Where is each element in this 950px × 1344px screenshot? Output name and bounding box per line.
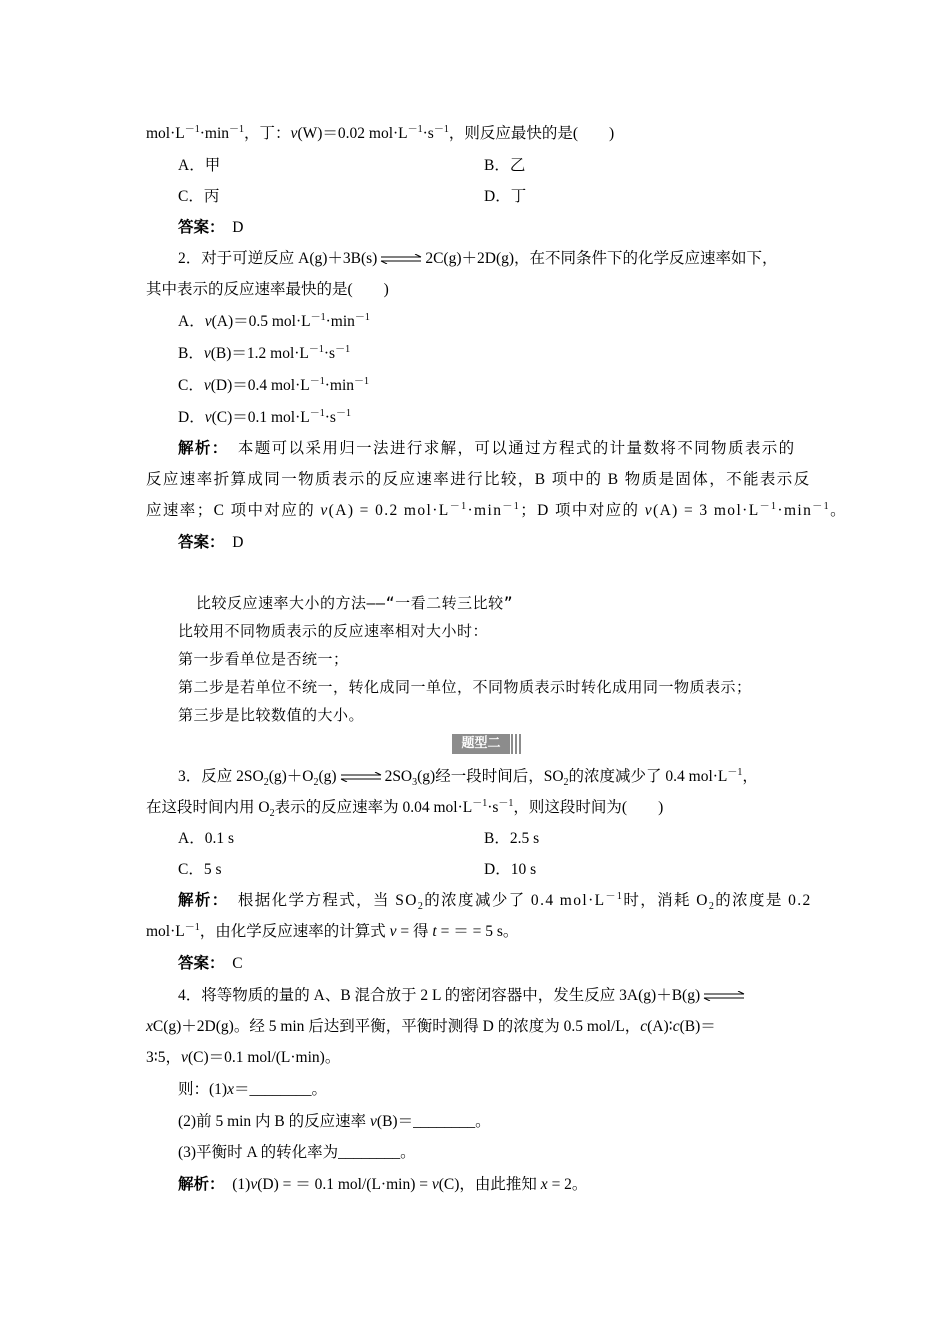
q3-stem-line2: 在这段时间内用 $O_2$表示的反应速率为 0.04 $mol\cdot L^{-1}\cdot s^{-1}$，则这段时间为( ) <box>146 797 664 820</box>
method-note-title: 比较反应速率大小的方法——“一看二转三比较” <box>196 594 514 612</box>
q2-stem-line2: 其中表示的反应速率最快的是( ) <box>146 281 389 298</box>
reversible-arrow-icon <box>339 772 383 782</box>
q2-option-b: B．v(B)＝1.2 $mol\cdot L^{-1}\cdot s^{-1}$ <box>178 343 351 362</box>
q3-option-c: C．5 s <box>178 861 222 878</box>
q3-analysis-line2: $mol\cdot L^{-1}$，由化学反应速率的计算式 v = 得 t = ＝ = 5 s。 <box>146 921 519 940</box>
section-tag: 题型二 <box>452 734 510 754</box>
q2-analysis-line3: 应速率；C 项中对应的 v(A) = 0.2 $mol\cdot L^{-1}\cdot\min^{-1}$；D 项中对应的 v(A) = 3 $mol\cdot L^{-1}\cdot\min^{-1}$。 <box>146 500 847 519</box>
q2-analysis-line1: 解析： 本题可以采用归一法进行求解，可以通过方程式的计量数将不同物质表示的 <box>178 440 796 457</box>
q4-part1: 则：(1)x＝________。 <box>178 1081 327 1098</box>
q2-analysis-line2: 反应速率折算成同一物质表示的反应速率进行比较，B 项中的 B 物质是固体，不能表示反 <box>146 471 811 488</box>
q4-part3: (3)平衡时 A 的转化率为________。 <box>178 1144 416 1161</box>
q1-option-b: B．乙 <box>484 157 526 174</box>
q2-stem-line1: 2．对于可逆反应 A(g)＋3B(s) 2C(g)＋2D(g)，在不同条件下的化学反应速率如下， <box>178 250 778 267</box>
q1-option-a: A．甲 <box>178 157 221 174</box>
q3-option-d: D．10 s <box>484 861 537 878</box>
q1-option-d: D．丁 <box>484 188 527 205</box>
q4-stem-line1: 4．将等物质的量的 A、B 混合放于 2 L 的密闭容器中，发生反应 3A(g)＋B(g) <box>178 986 748 1006</box>
section-tag-stripes <box>511 734 523 754</box>
method-note-line4: 第三步是比较数值的大小。 <box>178 706 365 724</box>
method-note-line1: 比较用不同物质表示的反应速率相对大小时： <box>178 622 489 640</box>
q2-option-d: D．v(C)＝0.1 $mol\cdot L^{-1}\cdot s^{-1}$ <box>178 407 351 426</box>
q3-analysis-line1: 解析： 根据化学方程式，当 $SO_2$的浓度减少了 0.4 $mol\cdot L^{-1}$时，消耗 $O_2$的浓度是 0.2 <box>178 890 812 913</box>
q3-answer: 答案： C <box>178 955 243 972</box>
q1-answer: 答案： D <box>178 219 244 236</box>
q3-option-b: B．2.5 s <box>484 830 540 847</box>
q2-answer: 答案： D <box>178 534 244 551</box>
q4-analysis-line1: 解析： (1)v(D) = ＝ 0.1 mol/(L·min) = v(C)，由此推知 x = 2。 <box>178 1176 588 1193</box>
method-note-line2: 第一步看单位是否统一； <box>178 650 349 668</box>
q1-option-c: C．丙 <box>178 188 220 205</box>
q3-stem-line1: 3．反应 $2SO_2(g)+O_2(g)$ $2SO_3(g)$经一段时间后，$SO_2$的浓度减少了 0.4 $mol\cdot L^{-1}$， <box>178 766 758 789</box>
q2-option-c: C．v(D)＝0.4 $mol\cdot L^{-1}\cdot\min^{-1}$ <box>178 375 370 394</box>
method-note-line3: 第二步是若单位不统一，转化成同一单位，不同物质表示时转化成用同一物质表示； <box>178 678 752 696</box>
q4-stem-line2: xC(g)＋2D(g)。经 5 min 后达到平衡，平衡时测得 D 的浓度为 0.5 mol/L，c(A)∶c(B)＝ <box>146 1018 716 1035</box>
q2-option-a: A．v(A)＝0.5 $mol\cdot L^{-1}\cdot\min^{-1}$ <box>178 311 370 330</box>
q4-part2: (2)前 5 min 内 B 的反应速率 v(B)＝________。 <box>178 1113 491 1130</box>
q3-option-a: A．0.1 s <box>178 830 234 847</box>
reversible-arrow-icon <box>702 991 746 1001</box>
q4-stem-line3: 3∶5，v(C)＝0.1 mol/(L·min)。 <box>146 1049 341 1066</box>
q1-line0: $mol\cdot L^{-1}\cdot\min^{-1}$，丁：v(W)＝0.02 $mol\cdot L^{-1}\cdot s^{-1}$，则反应最快的是( ) <box>146 123 615 142</box>
reversible-arrow-icon <box>379 254 423 264</box>
